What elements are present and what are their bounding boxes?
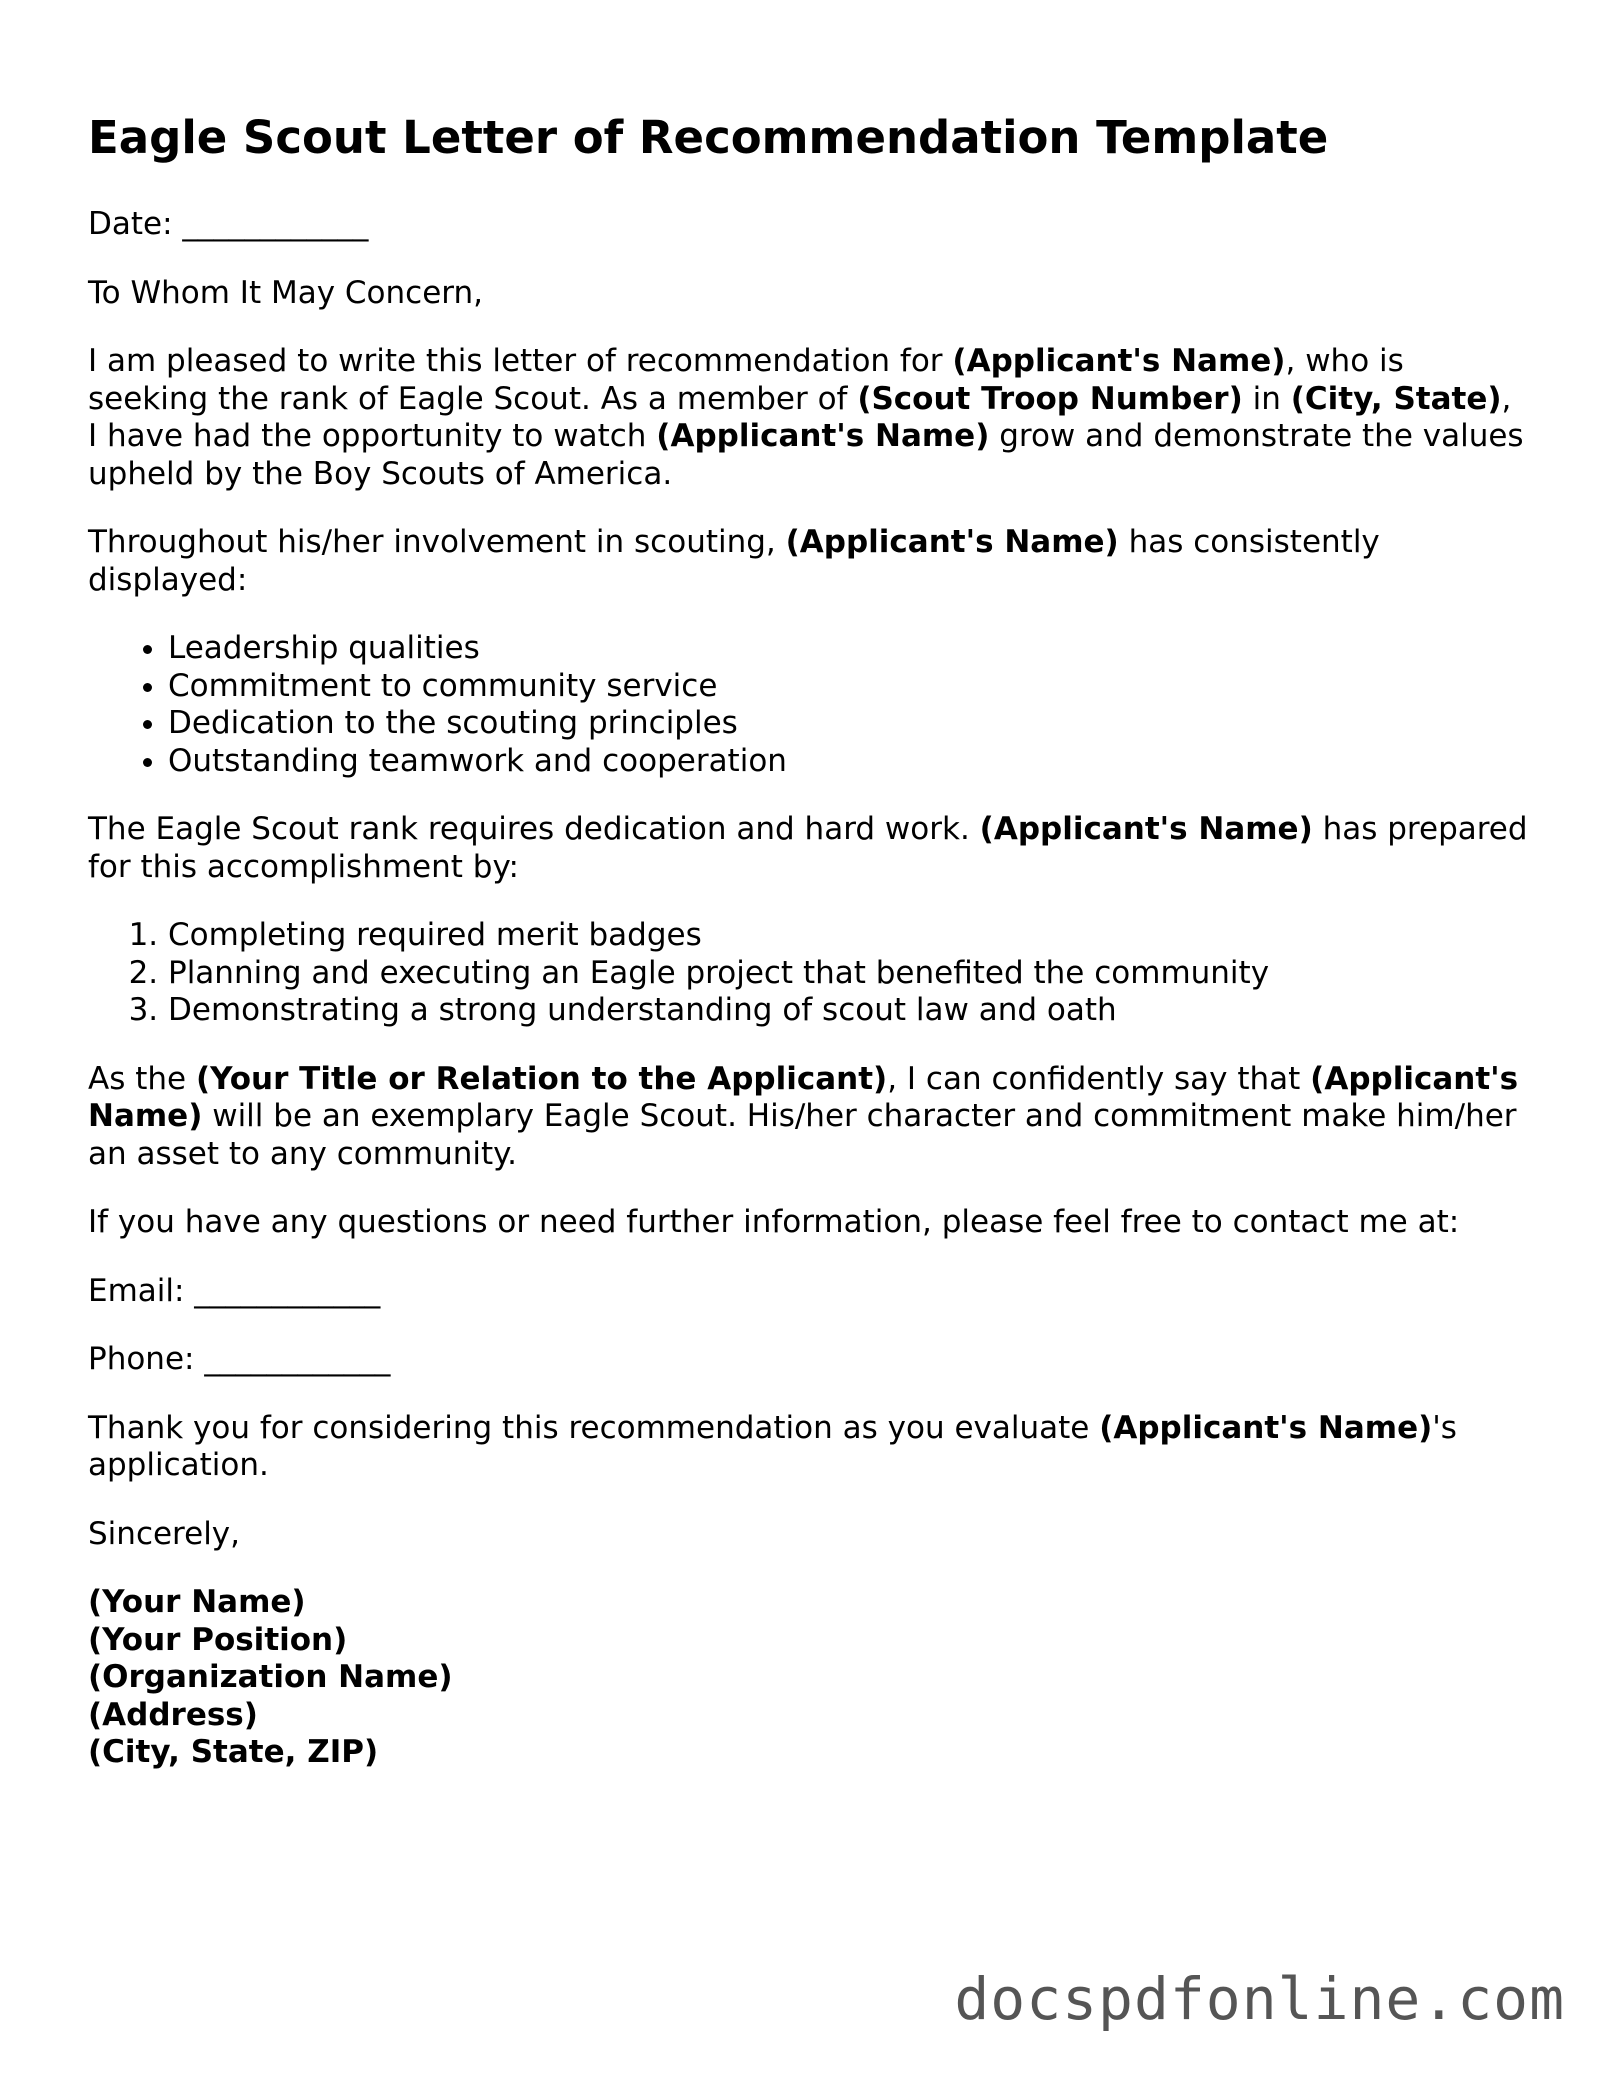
placeholder-city-state: (City, State) [1290,380,1502,417]
placeholder-applicant-name: (Applicant's Name) [88,1060,1519,1134]
placeholder-applicant-name: (Applicant's Name) [952,343,1286,379]
page-title: Eagle Scout Letter of Recommendation Template [88,111,1329,164]
list-item: 1. Completing required merit badges [168,917,1528,955]
preparation-intro: The Eagle Scout rank requires dedication and hard work. (Applicant's Name) has prepared for this accomplishment by: [88,811,1528,885]
signature-block [88,1584,1528,1772]
list-item: • Dedication to the scouting principles [168,705,1528,743]
intro-paragraph: I am pleased to write this letter of recommendation for (Applicant's Name), who is seeking the rank of Eagle Scout. As a member of (Scout Troop Number) in (City, State), I have had the opportunity to watch (Applicant's Name) grow and demonstrate the values upheld by the Boy Scouts of America. [88,343,1524,492]
date-line: Date: ____________ [88,206,369,242]
thanks-paragraph: Thank you for considering this recommendation as you evaluate (Applicant's Name)'s application. [88,1409,1457,1483]
signature-organization: (Organization Name) [88,1659,453,1695]
placeholder-title-relation: (Your Title or Relation to the Applicant) [195,1060,888,1097]
phone-line: Phone: ____________ [88,1341,391,1377]
letter-page [88,108,1528,1803]
placeholder-applicant-name: (Applicant's Name) [785,524,1119,560]
signature-name: (Your Name) [88,1584,306,1620]
endorsement-paragraph: As the (Your Title or Relation to the Applicant), I can confidently say that (Applicant's Name) will be an exemplary Eagle Scout. His/her character and commitment make him/her an asset to any community. [88,1060,1519,1172]
signature-position: (Your Position) [88,1621,348,1658]
contact-paragraph: If you have any questions or need further information, please feel free to contact me at: [88,1204,1460,1240]
placeholder-troop-number: (Scout Troop Number) [857,380,1243,417]
list-item: 2. Planning and executing an Eagle project that benefited the community [168,955,1528,993]
preparation-list [88,917,1528,1030]
list-item: • Commitment to community service [168,668,1528,706]
placeholder-applicant-name: (Applicant's Name) [656,418,990,454]
list-item: • Outstanding teamwork and cooperation [168,743,1528,781]
placeholder-applicant-name: (Applicant's Name) [1099,1409,1433,1446]
email-line: Email: ____________ [88,1272,381,1309]
placeholder-applicant-name: (Applicant's Name) [979,811,1313,847]
signature-address: (Address) [88,1696,258,1733]
signature-city-state-zip: (City, State, ZIP) [88,1734,379,1770]
qualities-intro: Throughout his/her involvement in scouting, (Applicant's Name) has consistently displayed: [88,524,1380,598]
watermark: docspdfonline.com [954,1965,1565,2033]
salutation: To Whom It May Concern, [88,274,483,311]
list-item: 3. Demonstrating a strong understanding of scout law and oath [168,992,1528,1030]
qualities-list [88,630,1528,780]
list-item: • Leadership qualities [168,630,1528,668]
closing: Sincerely, [88,1515,241,1552]
